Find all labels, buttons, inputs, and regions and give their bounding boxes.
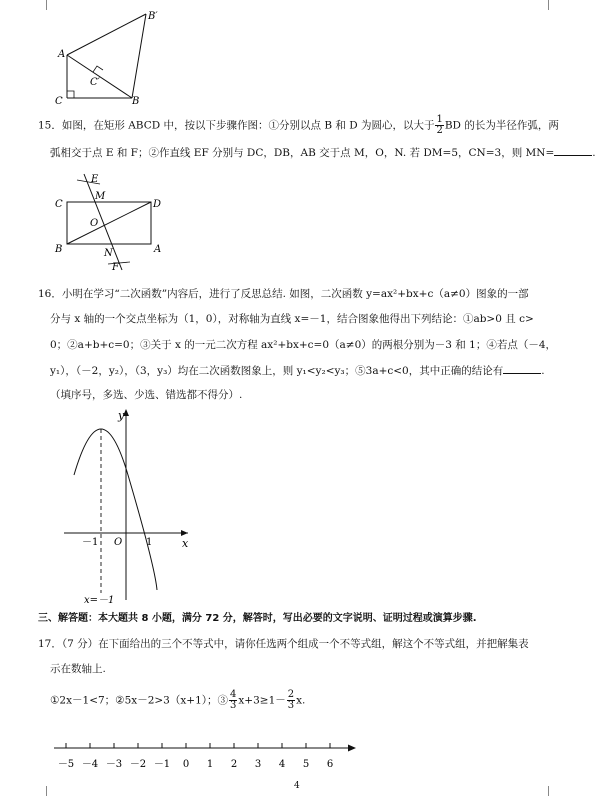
page-number: 4 xyxy=(294,781,300,791)
label-y-axis: y xyxy=(118,409,125,422)
q17-line-3 xyxy=(50,690,305,711)
number-line-label: －4 xyxy=(81,759,99,770)
corner-mark-bottom-left xyxy=(36,786,47,796)
rectangle-figure xyxy=(50,170,170,275)
label-B: B xyxy=(55,244,63,255)
q16-text-a: y₁），（－2，y₂），（3，y₃）均在二次函数图象上，则 y₁<y₂<y₃；⑤3a+c<0，其中正确的结论有 xyxy=(50,365,504,377)
number-line-label: 4 xyxy=(278,759,286,770)
label-O: O xyxy=(90,218,99,229)
label-origin: O xyxy=(114,537,123,548)
q15-fraction xyxy=(435,115,443,136)
q17-fraction-2 xyxy=(287,690,295,711)
number-line-label: －5 xyxy=(57,759,75,770)
number-line-label: －1 xyxy=(153,759,171,770)
q15-line-1 xyxy=(38,115,559,136)
q15-text-c: 弧相交于点 E 和 F；②作直线 EF 分别与 DC，DB，AB 交于点 M，O，N. 若 DM=5，CN=3，则 MN= xyxy=(50,147,555,159)
q16-answer-blank xyxy=(503,363,541,374)
q16-text-b: . xyxy=(541,365,545,377)
number-line-label: 2 xyxy=(230,759,238,770)
corner-mark-top-right xyxy=(548,0,559,10)
label-B-prime: B′ xyxy=(148,11,158,22)
q17-text-a: ①2x－1<7；②5x－2>3（x+1）；③ xyxy=(50,694,228,707)
label-M: M xyxy=(95,191,106,202)
q15-text-d: . xyxy=(592,147,596,159)
number-line-label: 1 xyxy=(206,759,214,770)
q17-fraction-1 xyxy=(229,690,237,711)
q16-line-2: 分与 x 轴的一个交点坐标为（1，0），对称轴为直线 x=－1，结合图象他得出下列结论：①ab>0 且 c> xyxy=(50,313,534,325)
parabola-figure xyxy=(60,405,200,605)
corner-mark-top-left xyxy=(36,0,47,10)
label-neg-one: －1 xyxy=(82,537,99,548)
q17-line-1: 17．（7 分）在下面给出的三个不等式中，请你任选两个组成一个不等式组，解这个不等式组，并把解集表 xyxy=(38,638,529,650)
number-line xyxy=(50,738,360,774)
q16-line-5: （填序号，多选、少选、错选都不得分）. xyxy=(50,389,243,401)
label-D: D xyxy=(153,199,162,210)
label-E: E xyxy=(91,174,99,185)
number-line-label: 3 xyxy=(254,759,262,770)
q15-text-b: BD 的长为半径作弧，两 xyxy=(444,119,559,132)
q15-frac-num: 1 xyxy=(436,114,443,125)
label-x-axis: x xyxy=(182,537,189,550)
number-line-label: －2 xyxy=(129,759,147,770)
section-3-heading: 三、解答题：本大题共 8 小题，满分 72 分，解答时，写出必要的文字说明、证明过程或演算步骤. xyxy=(38,613,477,624)
number-line-label: 0 xyxy=(182,759,190,770)
label-one: 1 xyxy=(146,537,153,548)
number-line-label: 6 xyxy=(326,759,334,770)
label-A: A xyxy=(58,49,66,60)
label-C: C xyxy=(55,199,63,210)
q17-line-2: 示在数轴上. xyxy=(50,663,106,675)
q17-text-b: x+3≥1－ xyxy=(238,694,286,707)
q17-frac1-num: 4 xyxy=(230,689,237,700)
q15-answer-blank xyxy=(554,145,592,156)
q15-line-2 xyxy=(50,145,596,160)
label-F: F xyxy=(112,262,119,273)
number-line-label: －3 xyxy=(105,759,123,770)
corner-mark-bottom-right xyxy=(548,786,559,796)
q17-frac2-den: 3 xyxy=(287,700,295,711)
label-C: C xyxy=(55,96,63,105)
q17-frac2-num: 2 xyxy=(287,689,295,700)
q15-text-a: 15．如图，在矩形 ABCD 中，按以下步骤作图：①分别以点 B 和 D 为圆心，以大于 xyxy=(38,119,435,132)
triangle-figure xyxy=(50,5,160,105)
q16-line-1: 16．小明在学习“二次函数”内容后，进行了反思总结. 如图，二次函数 y=ax²+bx+c（a≠0）图象的一部 xyxy=(38,288,529,300)
q16-line-3: 0；②a+b+c=0；③关于 x 的一元二次方程 ax²+bx+c=0（a≠0）的两根分别为－3 和 1；④若点（－4， xyxy=(50,339,556,351)
label-N: N xyxy=(104,248,113,259)
q16-line-4 xyxy=(50,363,545,378)
label-symmetry-axis: x=－1 xyxy=(84,595,115,605)
label-C-prime: C′ xyxy=(90,77,100,88)
q17-frac1-den: 3 xyxy=(230,700,237,711)
label-B: B xyxy=(132,96,140,105)
q15-frac-den: 2 xyxy=(436,125,443,136)
label-A: A xyxy=(154,244,162,255)
number-line-label: 5 xyxy=(302,759,310,770)
q17-text-c: x. xyxy=(296,694,306,707)
